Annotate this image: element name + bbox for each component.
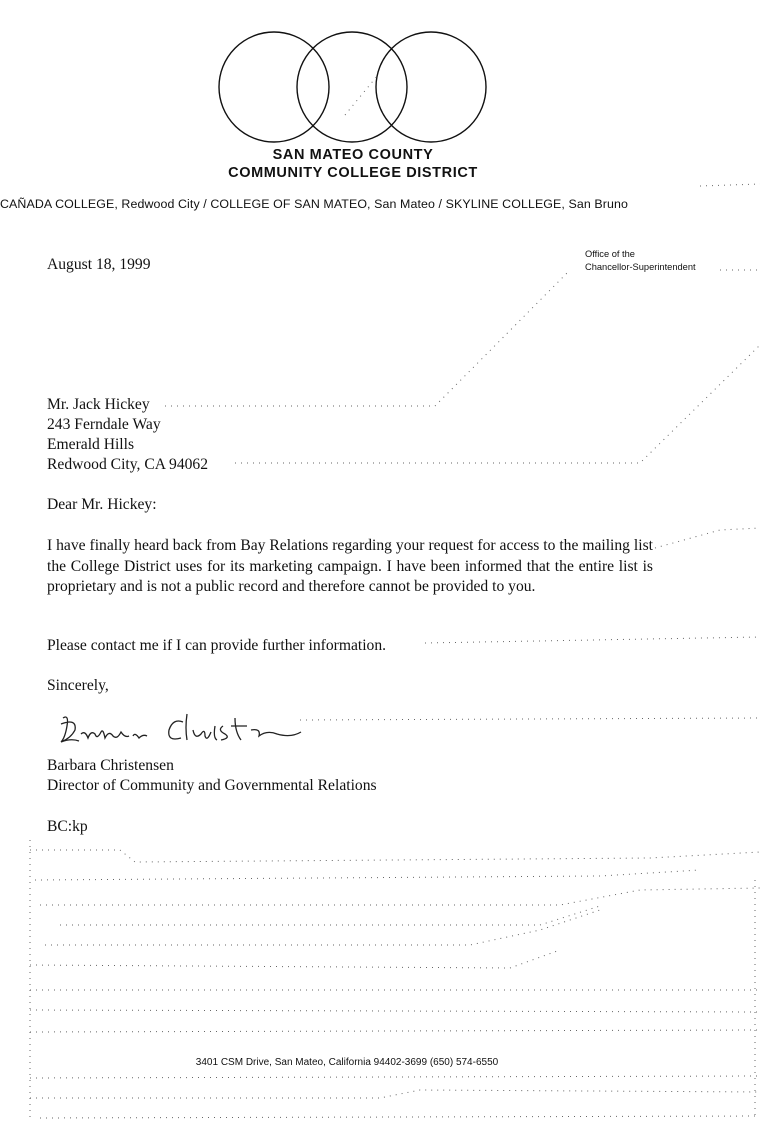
signature-image bbox=[55, 708, 325, 750]
office-label-line2: Chancellor-Superintendent bbox=[585, 262, 696, 272]
colleges-line: CAÑADA COLLEGE, Redwood City / COLLEGE OF SAN MATEO, San Mateo / SKYLINE COLLEGE, San Bruno bbox=[0, 197, 628, 211]
district-name-line2: COMMUNITY COLLEGE DISTRICT bbox=[228, 165, 478, 181]
district-logo bbox=[0, 0, 762, 160]
logo-circle-right bbox=[376, 32, 486, 142]
typist-initials: BC:kp bbox=[47, 818, 88, 835]
letter-date: August 18, 1999 bbox=[47, 256, 151, 273]
signer-name: Barbara Christensen bbox=[47, 757, 174, 774]
recipient-street: 243 Ferndale Way bbox=[47, 416, 161, 433]
district-name-line1: SAN MATEO COUNTY bbox=[272, 147, 434, 163]
office-label-line1: Office of the bbox=[585, 249, 635, 259]
body-paragraph-2: Please contact me if I can provide further information. bbox=[47, 637, 387, 654]
recipient-city: Redwood City, CA 94062 bbox=[47, 456, 209, 473]
salutation: Dear Mr. Hickey: bbox=[47, 496, 157, 513]
recipient-area: Emerald Hills bbox=[47, 436, 135, 453]
signer-title: Director of Community and Governmental Relations bbox=[47, 777, 377, 794]
body-paragraph-1: I have finally heard back from Bay Relations regarding your request for access to the mailing list the College District uses for its marketing campaign. I have been informed that the entire list is proprietary and is not a public record and therefore cannot be provided to you. bbox=[47, 537, 653, 595]
footer-address: 3401 CSM Drive, San Mateo, California 94402-3699 (650) 574-6550 bbox=[195, 1057, 499, 1068]
recipient-name: Mr. Jack Hickey bbox=[47, 396, 150, 413]
logo-circle-middle bbox=[297, 32, 407, 142]
closing: Sincerely, bbox=[47, 677, 109, 694]
